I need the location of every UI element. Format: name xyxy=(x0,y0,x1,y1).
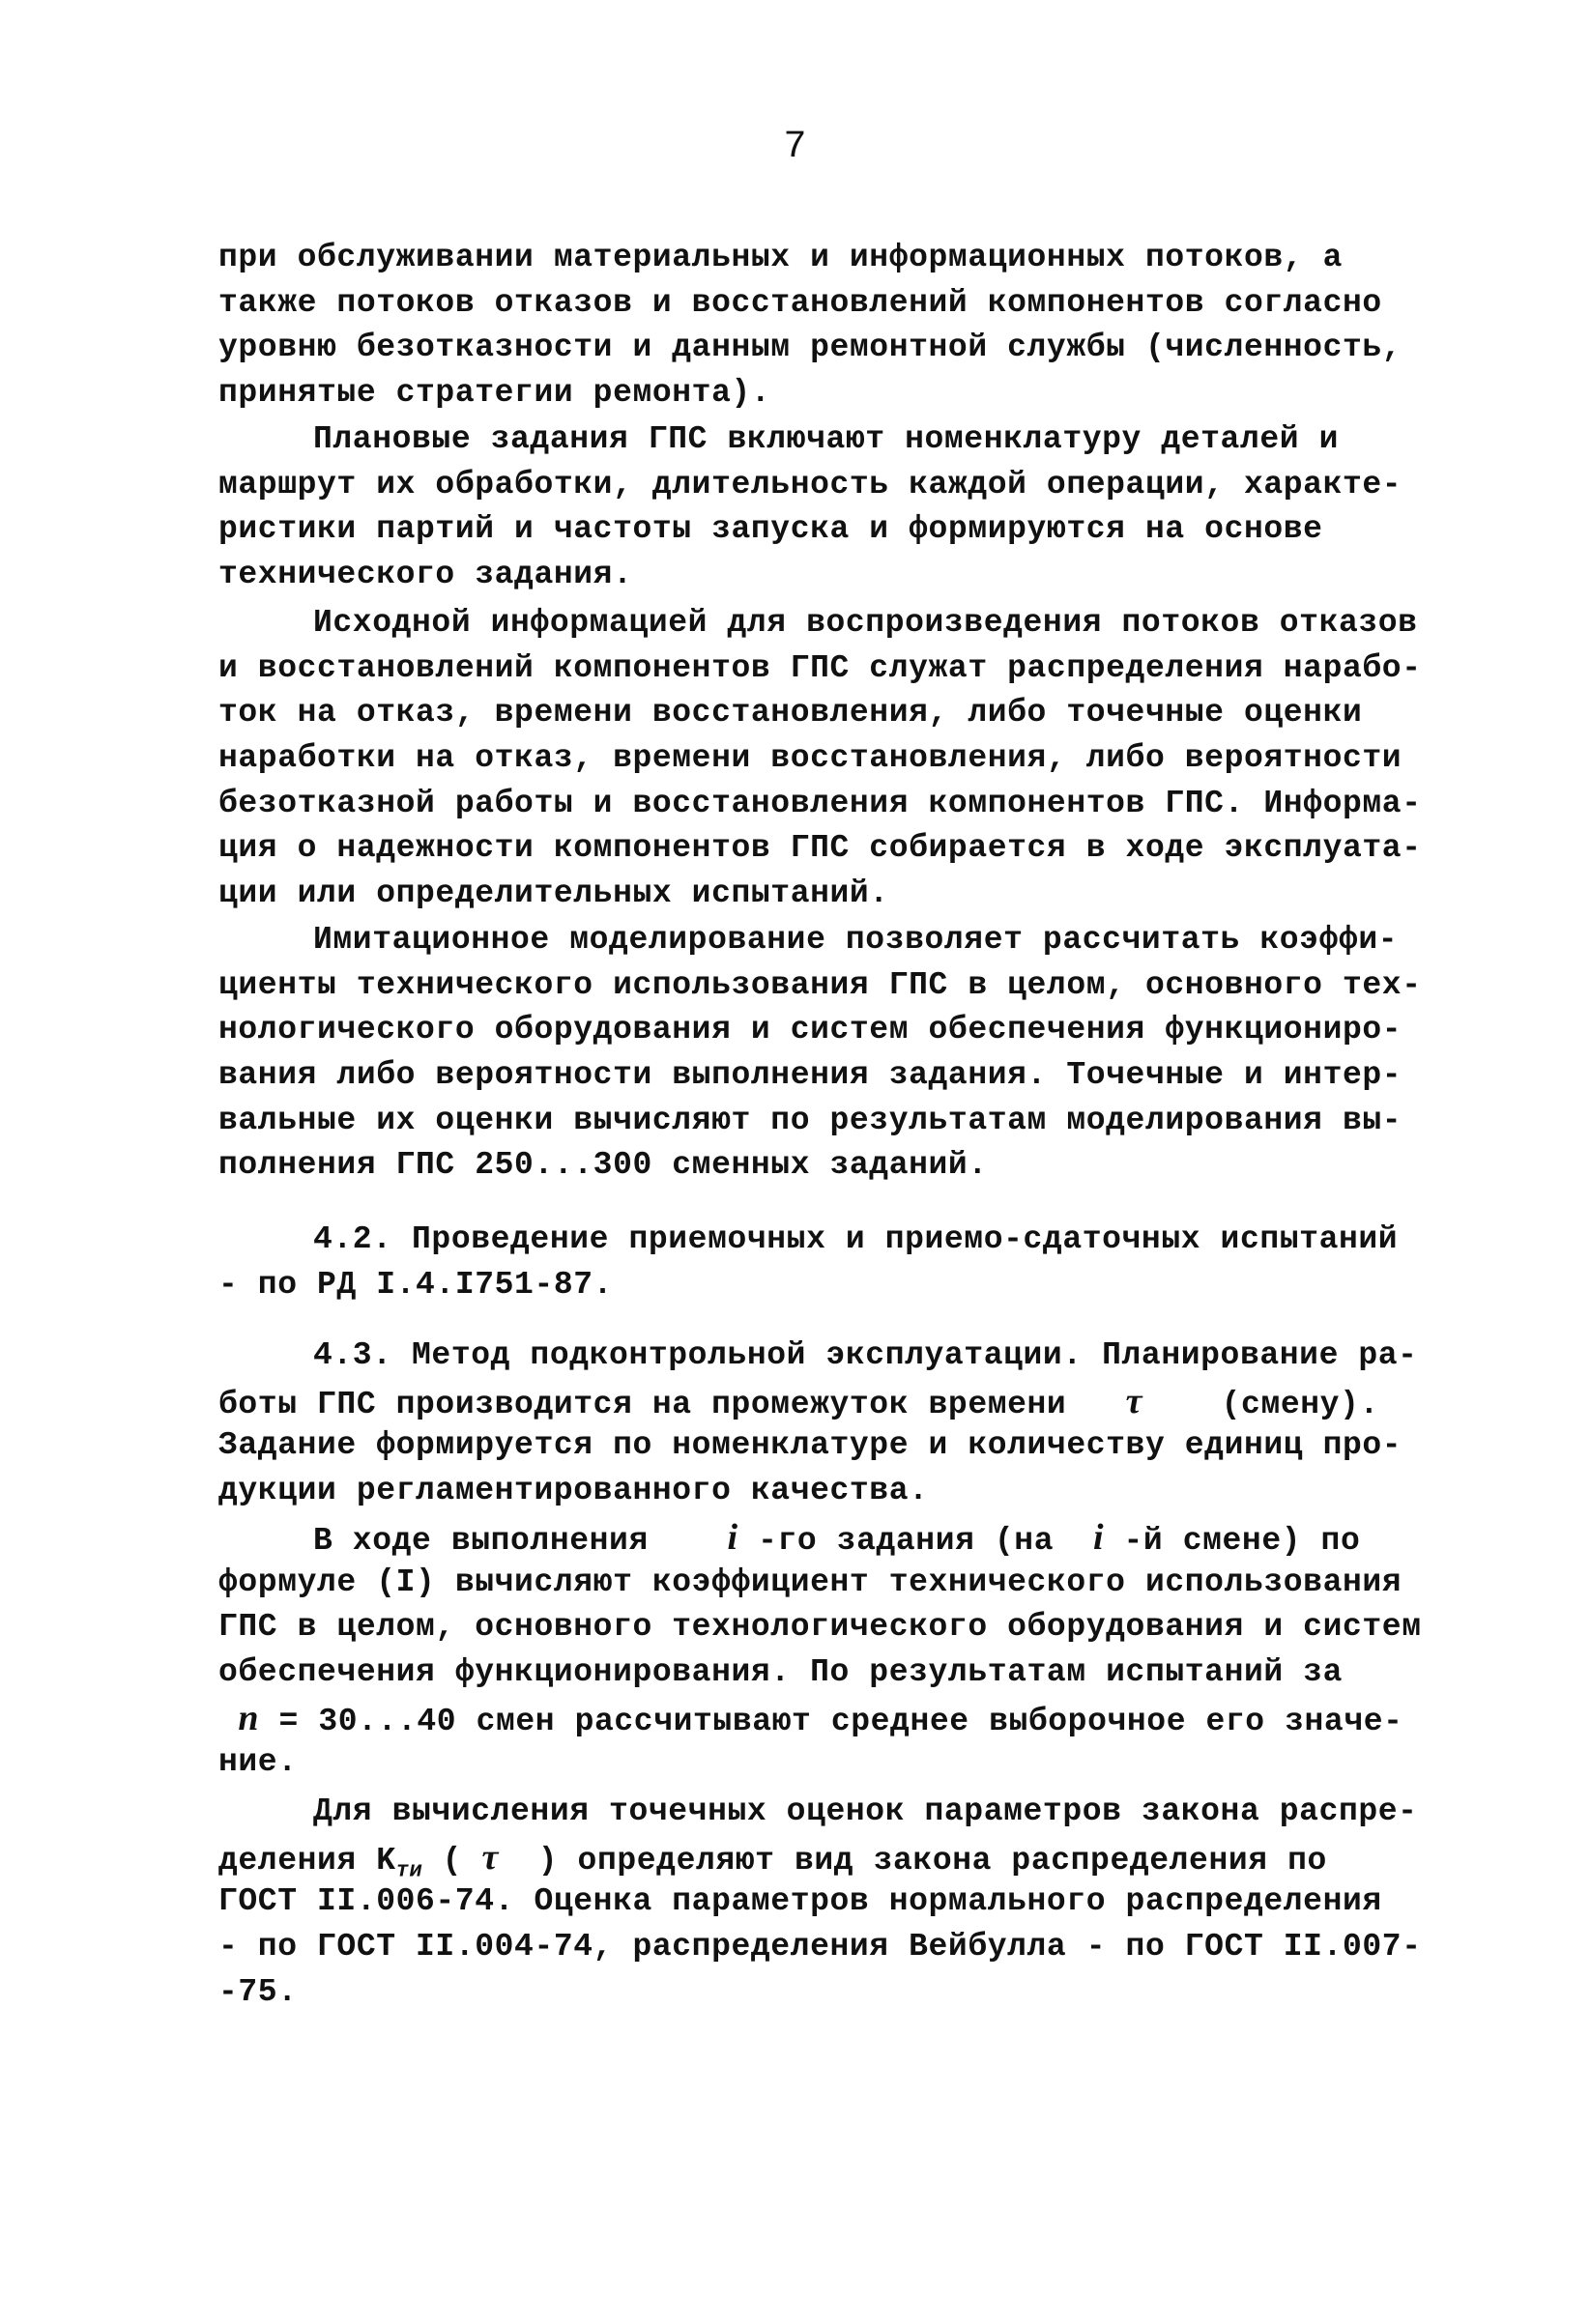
text-fragment: ) определяют вид закона распределения по xyxy=(537,1842,1327,1879)
text-fragment: деления K xyxy=(218,1842,396,1879)
text-line: вания либо вероятности выполнения задания. Точечные и интер- xyxy=(218,1057,1402,1094)
paragraph-4 xyxy=(218,918,1422,1189)
text-line: ГОСТ II.006-74. Оценка параметров нормального распределения xyxy=(218,1883,1382,1920)
tau-symbol: τ xyxy=(1125,1380,1143,1421)
paragraph-7 xyxy=(218,1515,1422,1786)
paragraph-1 xyxy=(218,236,1402,416)
text-line: ристики партий и частоты запуска и формируются на основе xyxy=(218,511,1323,548)
text-line xyxy=(218,1696,1403,1741)
text-line: ция о надежности компонентов ГПС собирается в ходе эксплуата- xyxy=(218,830,1422,867)
text-line: дукции регламентированного качества. xyxy=(218,1473,929,1509)
text-line: - по ГОСТ II.004-74, распределения Вейбулла - по ГОСТ II.007- xyxy=(218,1929,1422,1965)
paragraph-3 xyxy=(218,601,1422,917)
text-line: Плановые задания ГПС включают номенклатуру деталей и xyxy=(313,421,1339,457)
text-fragment: (смену). xyxy=(1221,1386,1379,1422)
text-fragment: ( xyxy=(442,1842,463,1879)
text-line: наработки на отказ, времени восстановления, либо вероятности xyxy=(218,740,1402,777)
subscript: ти xyxy=(395,1858,423,1883)
text-line: нологического оборудования и систем обеспечения функциониро- xyxy=(218,1012,1402,1048)
text-line: Задание формируется по номенклатуре и количеству единиц про- xyxy=(218,1427,1402,1464)
paragraph-2 xyxy=(218,417,1402,598)
text-line: 4.3. Метод подконтрольной эксплуатации. Планирование ра- xyxy=(313,1337,1418,1373)
text-line: формуле (I) вычисляют коэффициент технического использования xyxy=(218,1564,1402,1600)
text-line: обеспечения функционирования. По результатам испытаний за xyxy=(218,1654,1343,1691)
text-line xyxy=(218,1835,1378,1883)
text-fragment: -й смене) по xyxy=(1123,1523,1361,1559)
text-line: полнения ГПС 250...300 сменных заданий. xyxy=(218,1147,988,1184)
text-line: Исходной информацией для воспроизведения потоков отказов xyxy=(313,605,1418,641)
i-symbol: i xyxy=(727,1517,738,1558)
page-number: 7 xyxy=(783,126,807,169)
text-fragment: -го задания (на xyxy=(758,1523,1055,1559)
text-line: 4.2. Проведение приемочных и приемо-сдаточных испытаний xyxy=(313,1221,1399,1257)
n-symbol: n xyxy=(238,1697,260,1738)
text-line: ние. xyxy=(218,1744,298,1781)
paragraph-5 xyxy=(218,1218,1399,1307)
text-line: технического задания. xyxy=(218,557,633,593)
text-line: и восстановлений компонентов ГПС служат распределения нарабо- xyxy=(218,649,1422,686)
text-line: принятые стратегии ремонта). xyxy=(218,375,771,412)
text-line: при обслуживании материальных и информационных потоков, а xyxy=(218,240,1343,275)
text-line: маршрут их обработки, длительность каждой операции, характе- xyxy=(218,466,1402,502)
text-fragment: боты ГПС производится на промежуток времени xyxy=(218,1386,1067,1422)
text-line xyxy=(218,1379,1378,1424)
paragraph-6 xyxy=(218,1334,1418,1514)
text-line: - по РД I.4.I751-87. xyxy=(218,1266,614,1303)
tau-symbol: τ xyxy=(481,1836,499,1878)
text-line: уровню безотказности и данным ремонтной службы (численность, xyxy=(218,330,1402,366)
text-line: безотказной работы и восстановления компонентов ГПС. Информа- xyxy=(218,785,1422,821)
text-line: также потоков отказов и восстановлений компонентов согласно xyxy=(218,284,1382,321)
text-line: ток на отказ, времени восстановления, либо точечные оценки xyxy=(218,695,1363,732)
text-line: Имитационное моделирование позволяет рассчитать коэффи- xyxy=(313,922,1399,958)
text-line xyxy=(218,1515,1378,1561)
text-line: -75. xyxy=(218,1973,298,2010)
text-line: Для вычисления точечных оценок параметров закона распре- xyxy=(313,1793,1418,1829)
text-fragment: В ходе выполнения xyxy=(313,1523,649,1559)
text-fragment: = 30...40 смен рассчитывают среднее выборочное его значе- xyxy=(278,1703,1403,1739)
paragraph-8 xyxy=(218,1790,1422,2015)
text-line: вальные их оценки вычисляют по результатам моделирования вы- xyxy=(218,1102,1402,1138)
text-line: циенты технического использования ГПС в целом, основного тех- xyxy=(218,966,1422,1003)
text-line: ГПС в целом, основного технологического оборудования и систем xyxy=(218,1609,1422,1646)
text-line: ции или определительных испытаний. xyxy=(218,875,889,912)
i-symbol: i xyxy=(1092,1517,1105,1558)
